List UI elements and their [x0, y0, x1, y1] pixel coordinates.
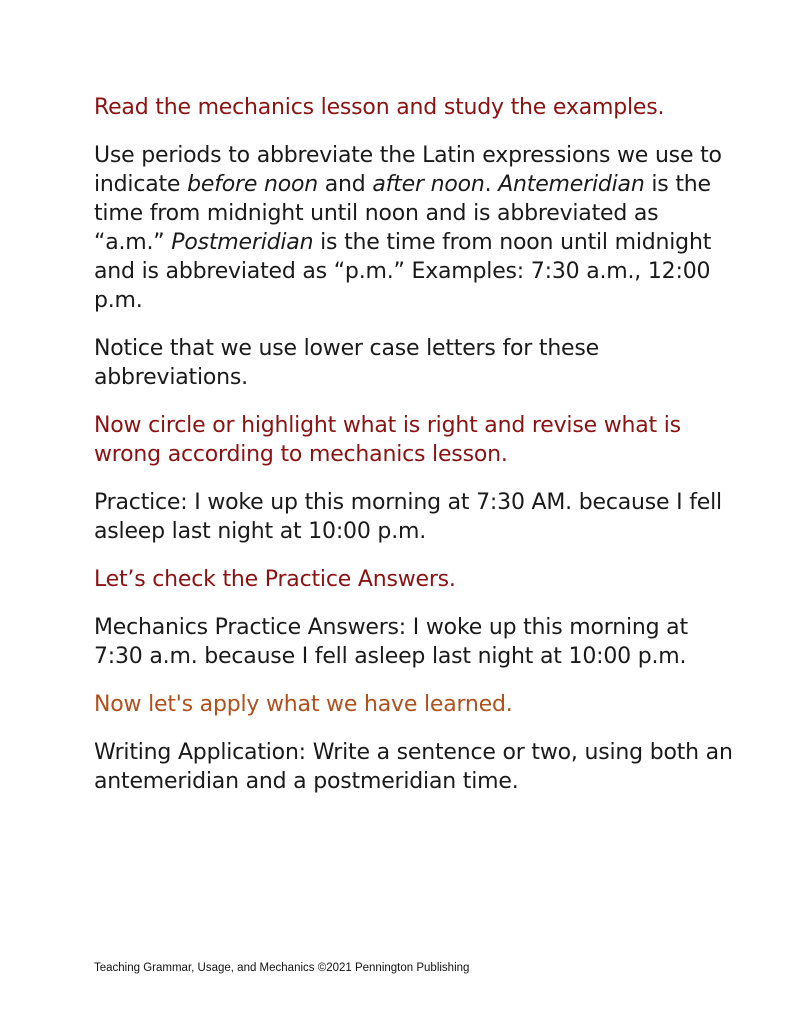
lesson-text: Use periods to abbreviate the Latin expressions we use to indicate: [94, 143, 722, 197]
practice-answers: Mechanics Practice Answers: I woke up this morning at 7:30 a.m. because I fell asleep last night at 10:00 p.m.: [94, 615, 688, 669]
apply-heading: Now let's apply what we have learned.: [94, 692, 513, 717]
writing-application: Writing Application: Write a sentence or two, using both an antemeridian and a postmeridian time.: [94, 740, 733, 794]
lesson-text: is the time from noon until midnight and is abbreviated as “p.m.” Examples: 7:30 a.m., 12:00 p.m.: [94, 230, 712, 313]
check-answers-heading: Let’s check the Practice Answers.: [94, 567, 456, 592]
page-footer: Teaching Grammar, Usage, and Mechanics ©2021 Pennington Publishing: [94, 962, 470, 974]
lesson-text: is the time from midnight until noon and is abbreviated as “a.m.”: [94, 172, 711, 255]
notice-paragraph: Notice that we use lower case letters for these abbreviations.: [94, 336, 599, 390]
lesson-text: .: [484, 172, 492, 197]
lesson-term-after-noon: after noon: [372, 172, 485, 197]
circle-instructions: Now circle or highlight what is right and revise what is wrong according to mechanics lesson.: [94, 413, 681, 467]
lesson-term-antemeridian: Antemeridian: [498, 172, 645, 197]
lesson-term-before-noon: before noon: [187, 172, 318, 197]
lesson-text: and: [317, 172, 373, 197]
worksheet-page: [94, 93, 734, 796]
practice-sentence: Practice: I woke up this morning at 7:30 AM. because I fell asleep last night at 10:00 p.m.: [94, 490, 722, 544]
lesson-term-postmeridian: Postmeridian: [171, 230, 314, 255]
read-instructions: Read the mechanics lesson and study the examples.: [94, 95, 665, 120]
lesson-paragraph: [94, 141, 734, 315]
